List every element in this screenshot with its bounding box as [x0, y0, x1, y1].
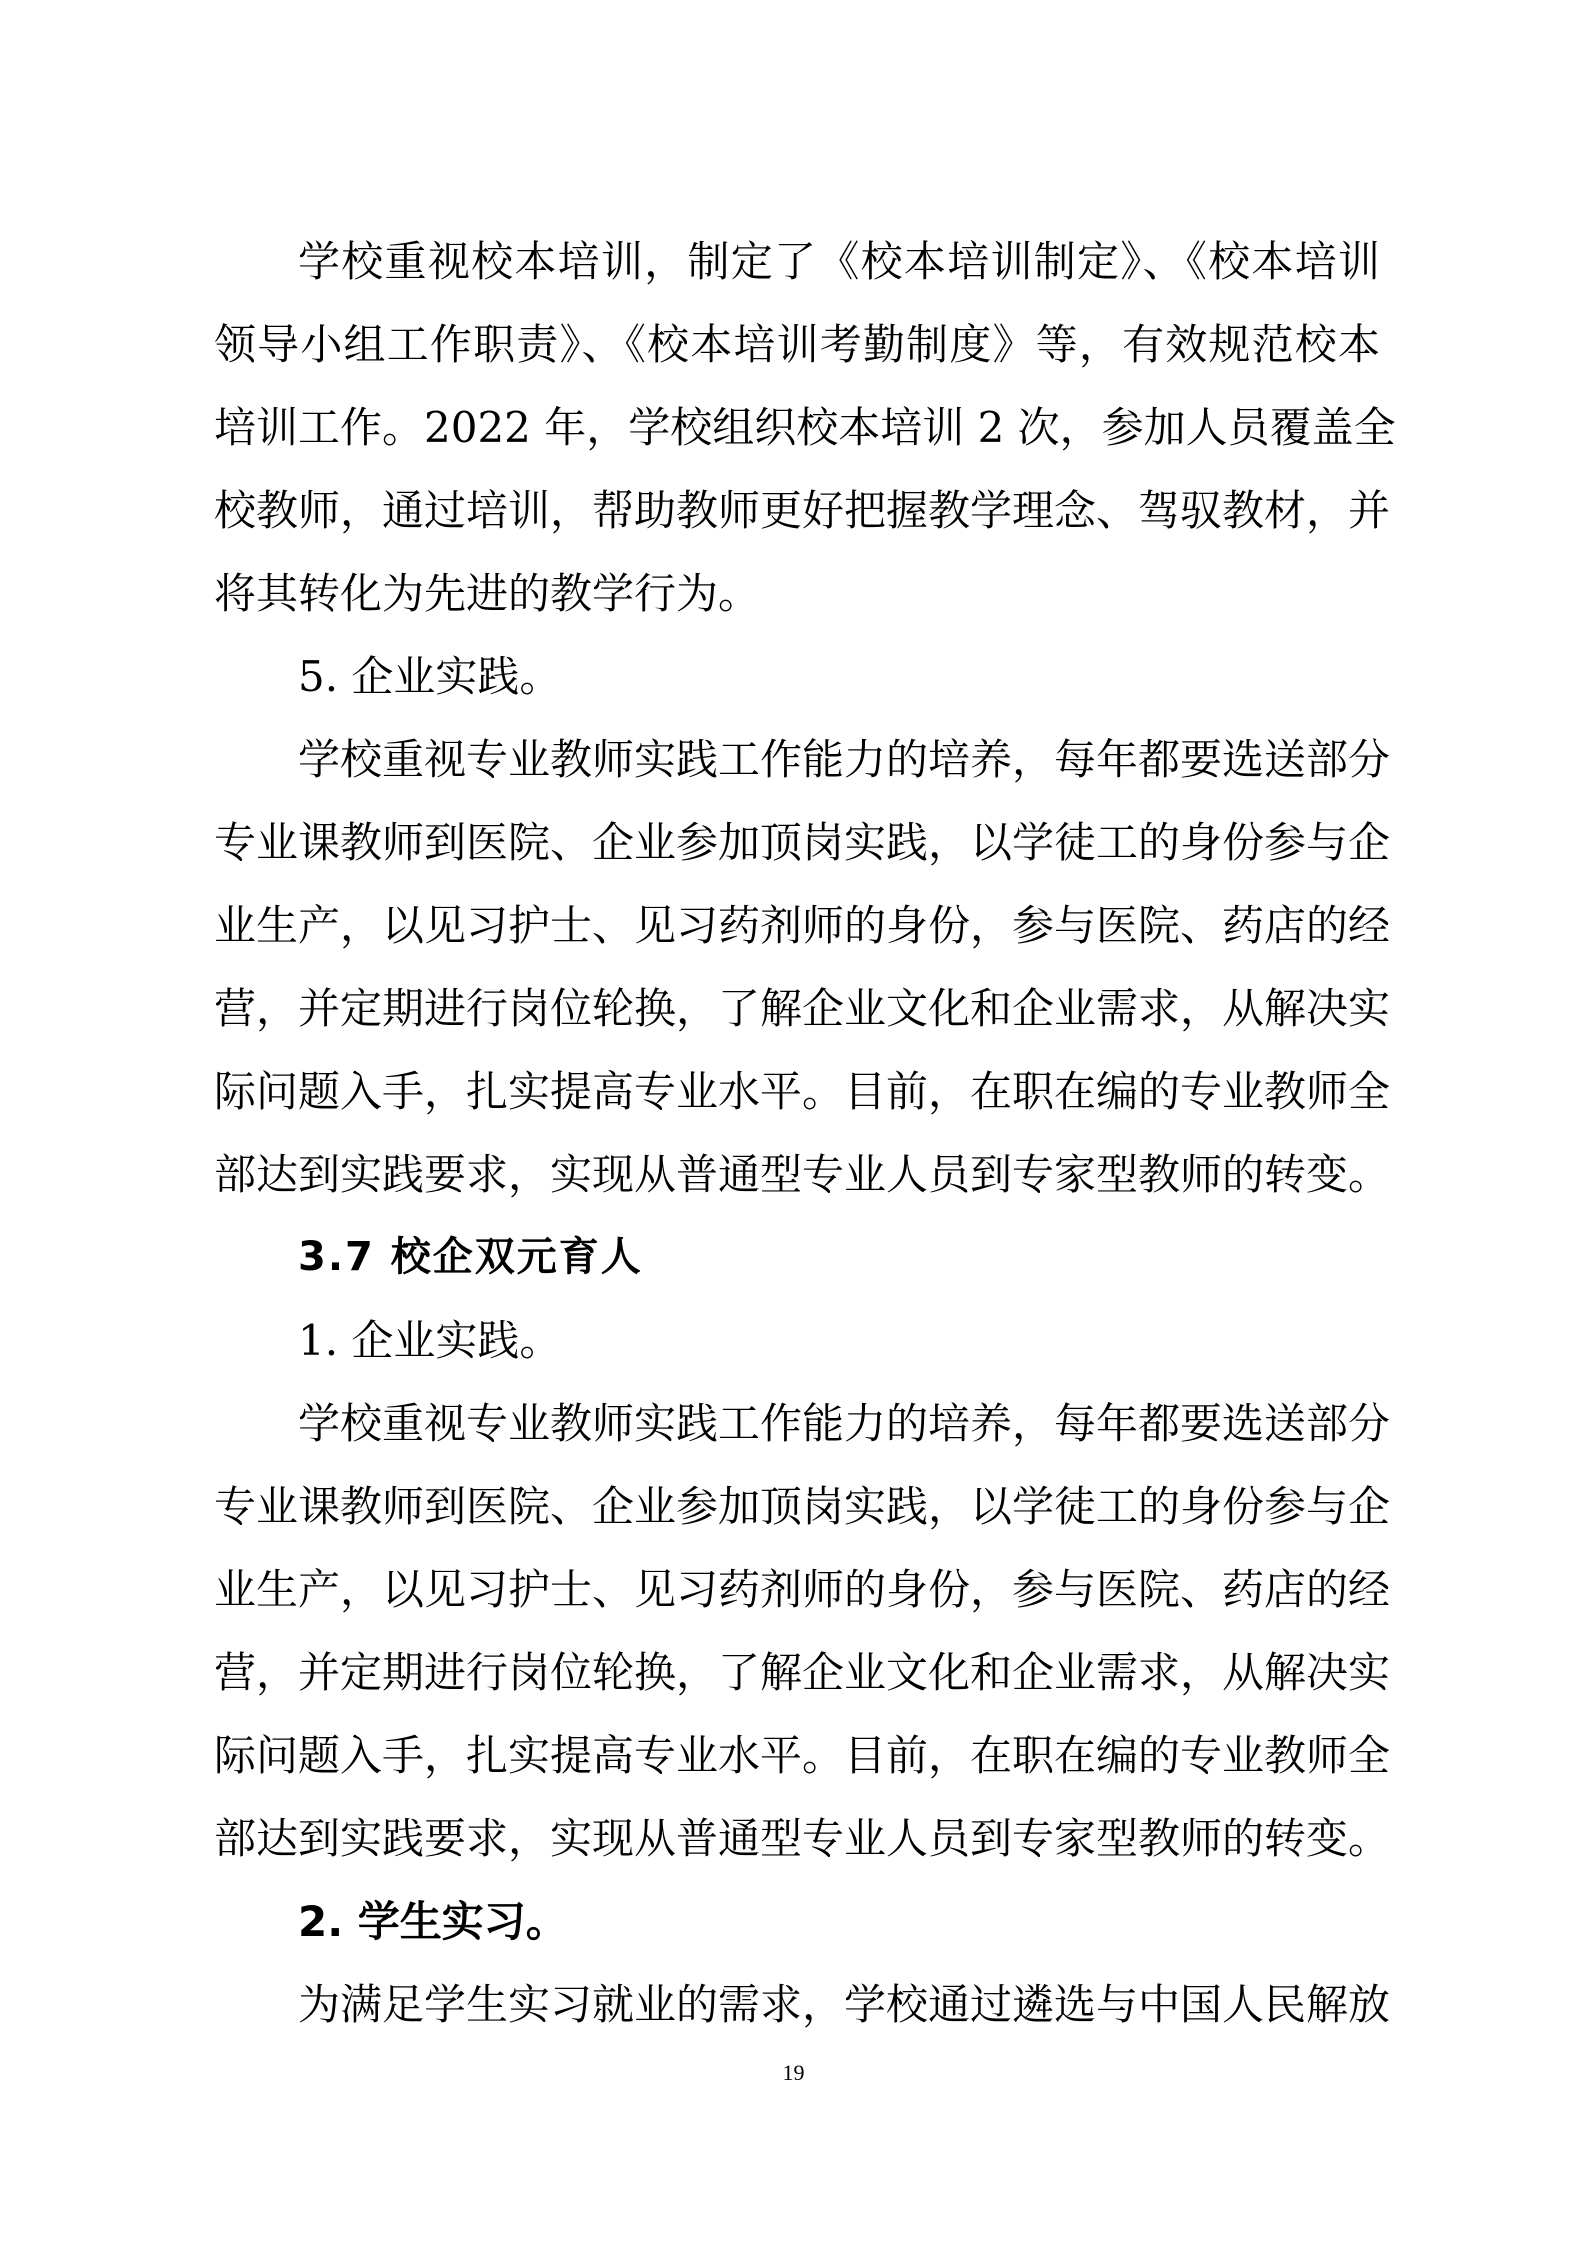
- text-line: 校教师，通过培训，帮助教师更好把握教学理念、驾驭教材，并: [214, 486, 1391, 535]
- text-line: 学校重视专业教师实践工作能力的培养，每年都要选送部分: [298, 735, 1391, 784]
- section-heading-3-7: 3.7 校企双元育人: [298, 1234, 643, 1280]
- text-line: 为满足学生实习就业的需求，学校通过遴选与中国人民解放: [298, 1980, 1391, 2029]
- text-line: 专业课教师到医院、企业参加顶岗实践，以学徒工的身份参与企: [214, 1482, 1391, 1531]
- page-number: 19: [782, 2060, 805, 2085]
- subheading-student-internship: 2. 学生实习。: [298, 1897, 568, 1946]
- text-line: 际问题入手，扎实提高专业水平。目前，在职在编的专业教师全: [214, 1731, 1391, 1780]
- paragraph-teacher-practice: [214, 718, 1391, 1216]
- text-line: 业生产，以见习护士、见习药剂师的身份，参与医院、药店的经: [214, 1565, 1391, 1614]
- document-body: [214, 220, 1396, 2046]
- text-line: 营，并定期进行岗位轮换，了解企业文化和企业需求，从解决实: [214, 984, 1391, 1033]
- text-line: 营，并定期进行岗位轮换，了解企业文化和企业需求，从解决实: [214, 1648, 1391, 1697]
- text-line: 专业课教师到医院、企业参加顶岗实践，以学徒工的身份参与企: [214, 818, 1391, 867]
- text-line: 部达到实践要求，实现从普通型专业人员到专家型教师的转变。: [214, 1814, 1391, 1863]
- text-line: 部达到实践要求，实现从普通型专业人员到专家型教师的转变。: [214, 1150, 1391, 1199]
- paragraph-teacher-practice-repeat: [214, 1382, 1391, 1880]
- text-line: 学校重视校本培训，制定了《校本培训制定》、《校本培训: [298, 237, 1380, 286]
- text-line: 际问题入手，扎实提高专业水平。目前，在职在编的专业教师全: [214, 1067, 1391, 1116]
- text-line: 培训工作。2022 年，学校组织校本培训 2 次，参加人员覆盖全: [214, 403, 1396, 452]
- text-line: 领导小组工作职责》、《校本培训考勤制度》等，有效规范校本: [214, 320, 1380, 369]
- paragraph-school-training: [214, 220, 1396, 635]
- text-line: 学校重视专业教师实践工作能力的培养，每年都要选送部分: [298, 1399, 1391, 1448]
- subheading-enterprise-practice-5: 5. 企业实践。: [298, 652, 562, 701]
- text-line: 将其转化为先进的教学行为。: [214, 569, 761, 618]
- subheading-enterprise-practice-1: 1. 企业实践。: [298, 1316, 562, 1365]
- text-line: 业生产，以见习护士、见习药剂师的身份，参与医院、药店的经: [214, 901, 1391, 950]
- paragraph-student-internship: [214, 1963, 1391, 2046]
